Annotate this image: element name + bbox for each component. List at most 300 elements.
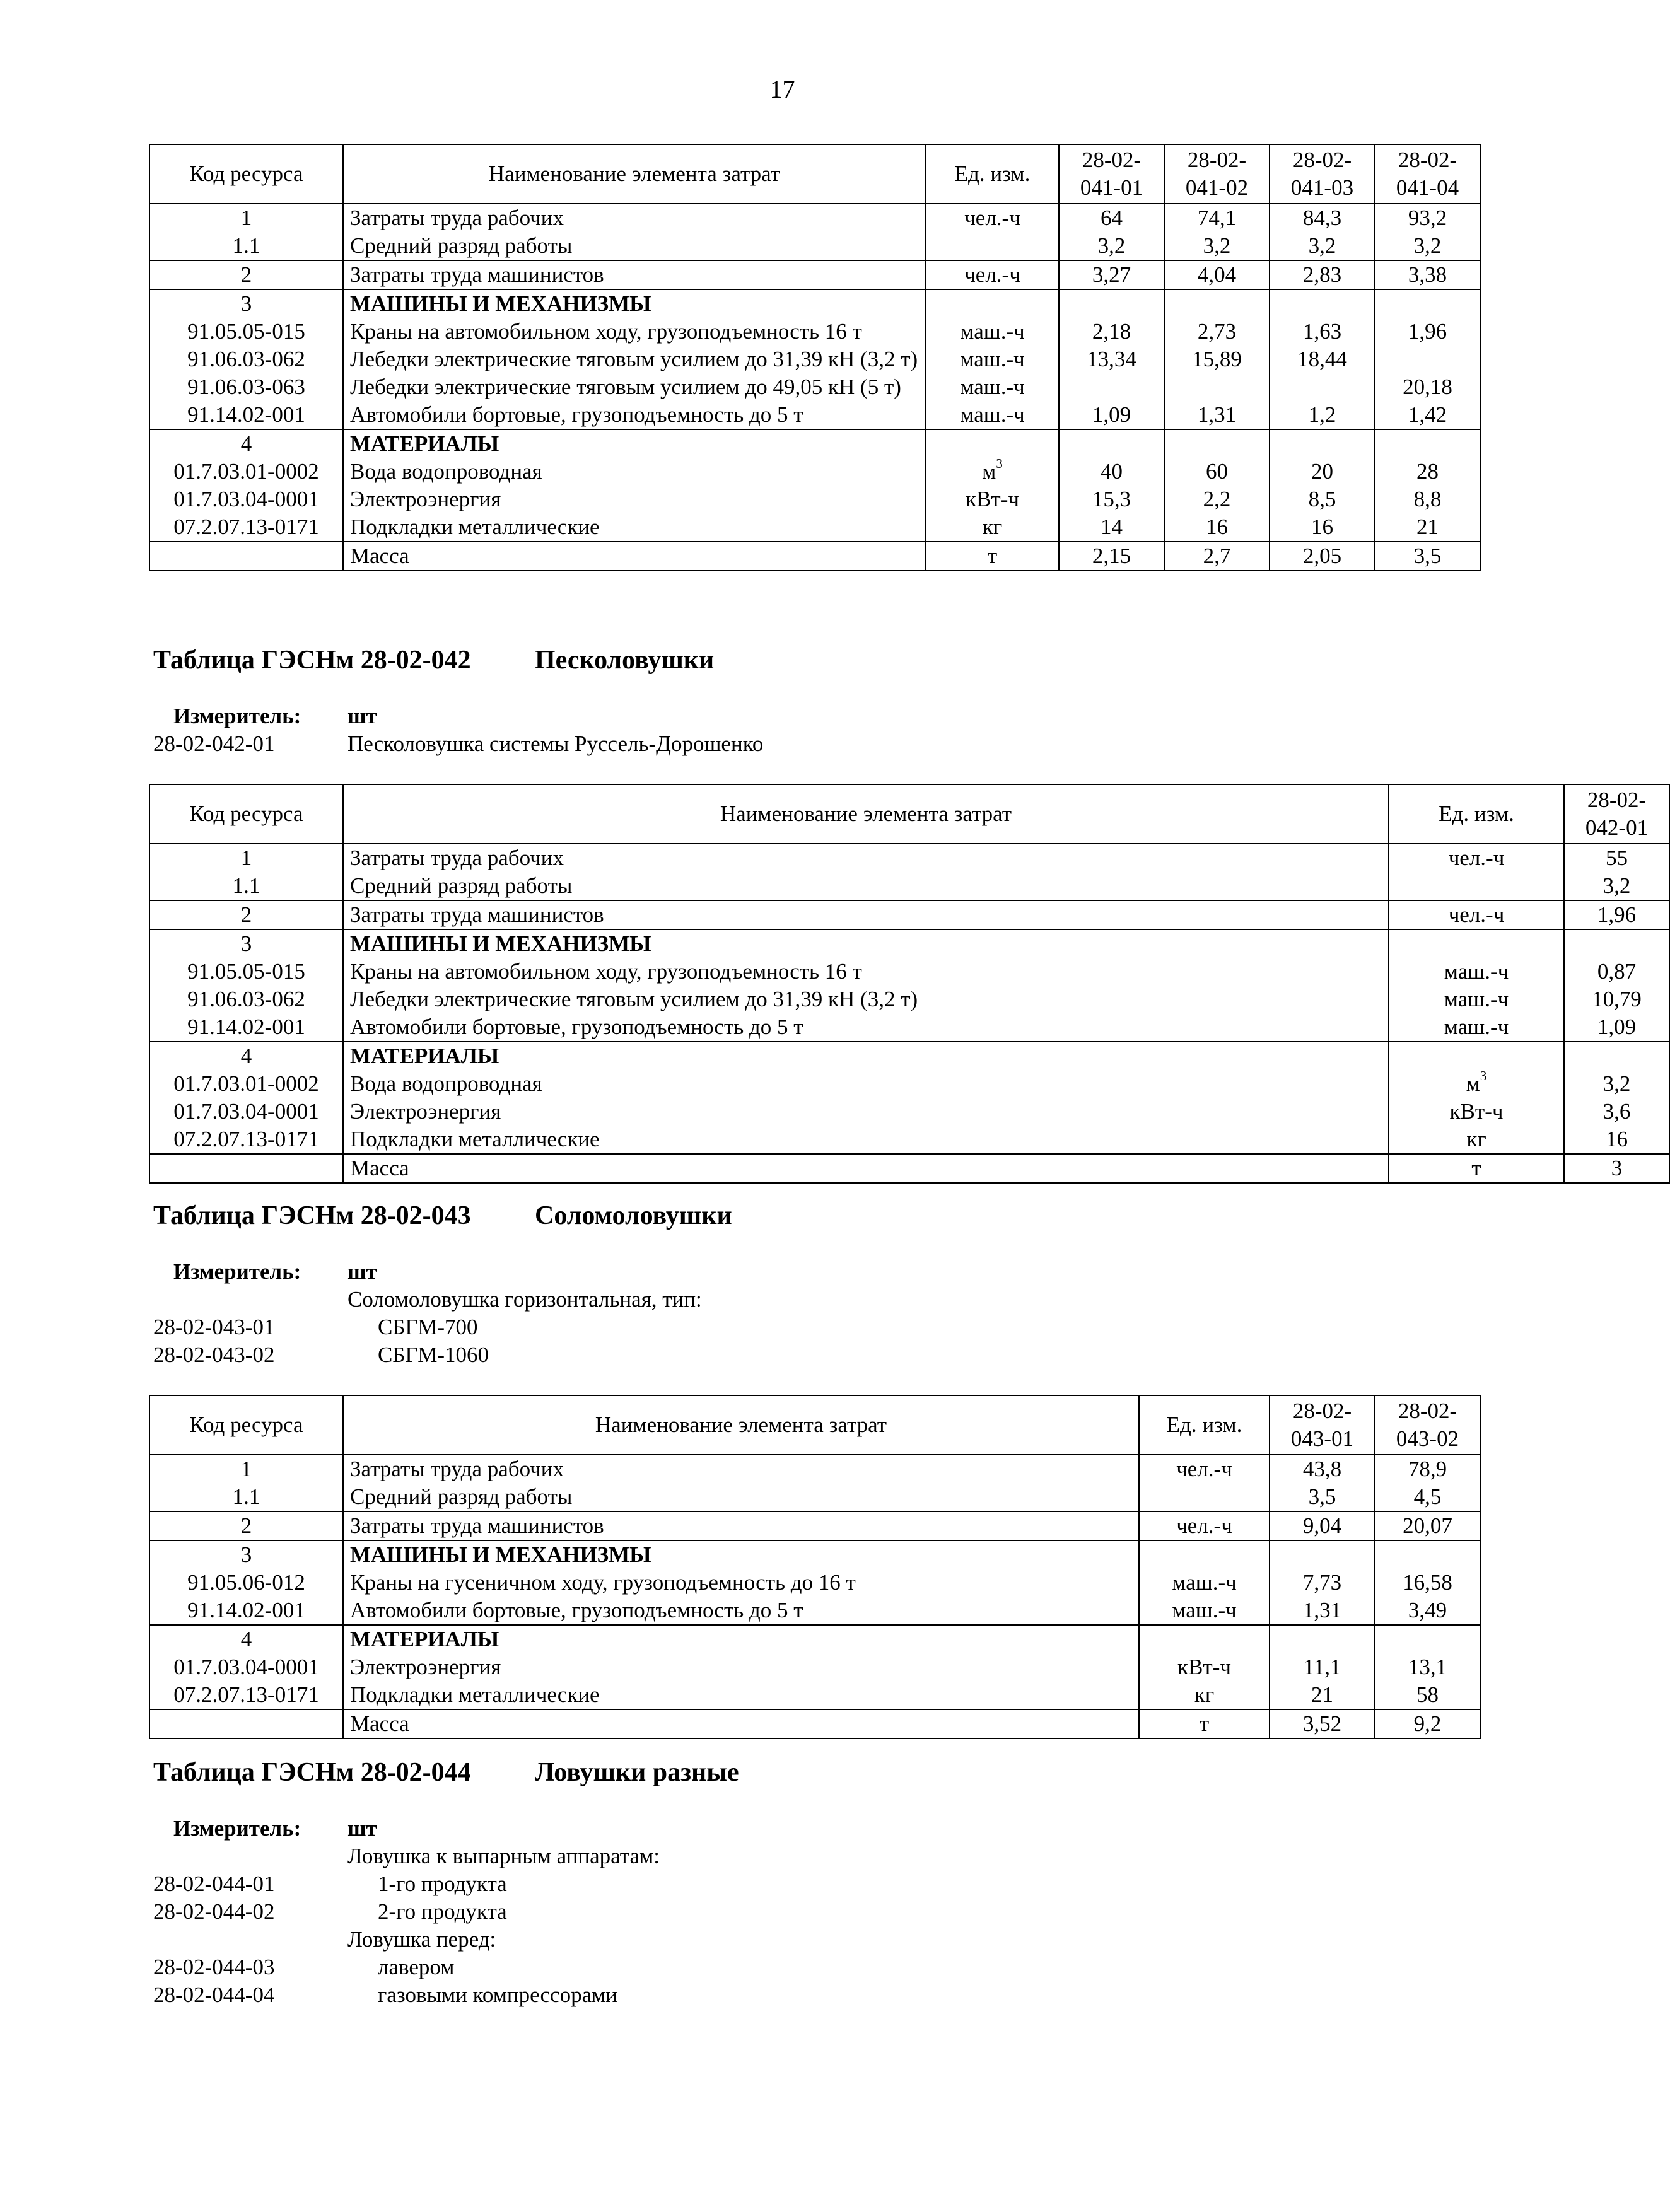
value-cell: 7,73 [1270, 1569, 1375, 1597]
value-cell: 14 [1059, 513, 1164, 542]
table-row [149, 1098, 1669, 1126]
resource-table-041 [149, 144, 1481, 571]
value-cell: 18,44 [1270, 346, 1375, 373]
header-col-043-01: 28-02- 043-01 [1270, 1395, 1375, 1455]
value-cell [1375, 1625, 1480, 1653]
unit-cell [1389, 1013, 1564, 1042]
item-code: 28-02-044-02 [153, 1899, 275, 1924]
table-row [149, 486, 1480, 513]
unit: маш.-ч [960, 347, 1025, 371]
header-code: Код ресурса [149, 784, 343, 844]
unit: кВт-ч [1177, 1655, 1231, 1679]
unit: маш.-ч [1444, 987, 1509, 1011]
unit-cell [1139, 1709, 1270, 1738]
resource-name: Автомобили бортовые, грузоподъемность до 5 т [343, 1597, 1139, 1625]
resource-name: Лебедки электрические тяговым усилием до 31,39 кН (3,2 т) [343, 346, 926, 373]
unit-cell [1139, 1540, 1270, 1569]
item-code: 28-02-043-02 [153, 1342, 275, 1367]
unit-cell [926, 486, 1059, 513]
value-cell [1059, 289, 1164, 318]
value-cell: 2,73 [1164, 318, 1270, 346]
header-unit: Ед. изм. [926, 144, 1059, 204]
table-row [149, 260, 1480, 289]
value-cell: 40 [1059, 458, 1164, 486]
unit-cell [1139, 1625, 1270, 1653]
value-cell [1375, 289, 1480, 318]
value-cell: 8,8 [1375, 486, 1480, 513]
unit-cell [1389, 986, 1564, 1013]
resource-code: 91.14.02-001 [149, 401, 343, 429]
value-cell: 2,2 [1164, 486, 1270, 513]
table-row [149, 542, 1480, 571]
resource-code [149, 1154, 343, 1183]
table-row [149, 958, 1669, 986]
value-cell: 3,2 [1564, 1070, 1669, 1098]
item-text: СБГМ-1060 [378, 1342, 489, 1367]
table-code-label: Таблица ГЭСНм 28-02-042 [153, 646, 471, 675]
resource-code: 91.05.05-015 [149, 958, 343, 986]
table-row [149, 929, 1669, 958]
value-cell [1270, 429, 1375, 458]
value-cell: 3,2 [1564, 872, 1669, 900]
table-code-label: Таблица ГЭСНм 28-02-043 [153, 1201, 471, 1230]
table-row [149, 1013, 1669, 1042]
resource-name: Лебедки электрические тяговым усилием до 49,05 кН (5 т) [343, 373, 926, 401]
resource-name: Вода водопроводная [343, 1070, 1389, 1098]
measure-label: Измеритель: [173, 704, 301, 728]
resource-name: Краны на гусеничном ходу, грузоподъемность до 16 т [343, 1569, 1139, 1597]
table-row [149, 1042, 1669, 1070]
unit: чел.-ч [1448, 902, 1505, 927]
resource-name: Средний разряд работы [343, 1483, 1139, 1511]
unit-cell [1139, 1681, 1270, 1709]
item-code: 28-02-042-01 [153, 731, 275, 756]
unit: кг [1466, 1127, 1486, 1151]
item-group: Ловушка к выпарным аппаратам: [347, 1844, 660, 1868]
value-cell: 1,09 [1564, 1013, 1669, 1042]
value-cell: 8,5 [1270, 486, 1375, 513]
unit-cell [926, 204, 1059, 232]
unit-cell [926, 401, 1059, 429]
resource-code: 91.05.06-012 [149, 1569, 343, 1597]
resource-name: Средний разряд работы [343, 232, 926, 260]
resource-name: Подкладки металлические [343, 1681, 1139, 1709]
resource-code: 91.05.05-015 [149, 318, 343, 346]
unit-cell [926, 289, 1059, 318]
header-col-041-03: 28-02- 041-03 [1270, 144, 1375, 204]
resource-name: Краны на автомобильном ходу, грузоподъемность 16 т [343, 958, 1389, 986]
resource-code: 4 [149, 429, 343, 458]
table-row [149, 1455, 1480, 1483]
resource-name: Масса [343, 1154, 1389, 1183]
unit: кг [1194, 1682, 1215, 1707]
item-text: лавером [378, 1955, 455, 1979]
value-cell: 13,34 [1059, 346, 1164, 373]
value-cell: 3 [1564, 1154, 1669, 1183]
table-row [149, 401, 1480, 429]
item-code: 28-02-044-01 [153, 1871, 275, 1896]
value-cell [1270, 289, 1375, 318]
item-group: Ловушка перед: [347, 1927, 496, 1952]
table-row [149, 1126, 1669, 1154]
unit: чел.-ч [1448, 846, 1505, 870]
value-cell [1059, 429, 1164, 458]
value-cell: 3,2 [1375, 232, 1480, 260]
resource-code: 2 [149, 900, 343, 929]
value-cell: 1,63 [1270, 318, 1375, 346]
resource-name: МАТЕРИАЛЫ [343, 1625, 1139, 1653]
resource-name: Масса [343, 542, 926, 571]
value-cell: 3,38 [1375, 260, 1480, 289]
resource-code: 4 [149, 1625, 343, 1653]
item-text: СБГМ-700 [378, 1315, 478, 1339]
table-row [149, 1681, 1480, 1709]
value-cell [1164, 373, 1270, 401]
unit-cell [926, 373, 1059, 401]
resource-code: 4 [149, 1042, 343, 1070]
value-cell: 2,7 [1164, 542, 1270, 571]
measure-label: Измеритель: [173, 1259, 301, 1284]
value-cell: 10,79 [1564, 986, 1669, 1013]
resource-name: Автомобили бортовые, грузоподъемность до 5 т [343, 1013, 1389, 1042]
table-title: Соломоловушки [535, 1201, 732, 1230]
unit-cell [1389, 1070, 1564, 1098]
resource-code: 91.14.02-001 [149, 1597, 343, 1625]
resource-name: Электроэнергия [343, 1098, 1389, 1126]
value-cell: 11,1 [1270, 1653, 1375, 1681]
value-cell: 3,2 [1270, 232, 1375, 260]
unit-cell [1389, 872, 1564, 900]
value-cell: 1,96 [1564, 900, 1669, 929]
resource-name: Затраты труда машинистов [343, 900, 1389, 929]
resource-name: Вода водопроводная [343, 458, 926, 486]
table-title: Ловушки разные [535, 1758, 739, 1787]
resource-code: 2 [149, 1511, 343, 1540]
header-col-041-02: 28-02- 041-02 [1164, 144, 1270, 204]
section-title-044 [153, 1757, 739, 1788]
resource-code: 3 [149, 1540, 343, 1569]
resource-code: 01.7.03.04-0001 [149, 1653, 343, 1681]
value-cell: 93,2 [1375, 204, 1480, 232]
resource-code: 01.7.03.01-0002 [149, 1070, 343, 1098]
value-cell: 16 [1564, 1126, 1669, 1154]
header-unit: Ед. изм. [1389, 784, 1564, 844]
measure-block-043 [153, 1258, 702, 1369]
unit: т [1471, 1156, 1481, 1180]
resource-code: 1.1 [149, 1483, 343, 1511]
unit: чел.-ч [964, 206, 1020, 230]
unit-cell [1139, 1597, 1270, 1625]
resource-code: 1 [149, 844, 343, 872]
value-cell [1164, 429, 1270, 458]
resource-code: 1.1 [149, 872, 343, 900]
resource-name: Лебедки электрические тяговым усилием до 31,39 кН (3,2 т) [343, 986, 1389, 1013]
header-col-041-04: 28-02- 041-04 [1375, 144, 1480, 204]
value-cell: 78,9 [1375, 1455, 1480, 1483]
header-code: Код ресурса [149, 144, 343, 204]
value-cell: 2,15 [1059, 542, 1164, 571]
value-cell [1270, 1540, 1375, 1569]
header-col-042-01: 28-02- 042-01 [1564, 784, 1669, 844]
table-row [149, 1569, 1480, 1597]
item-group: Соломоловушка горизонтальная, тип: [347, 1287, 702, 1312]
resource-name: Затраты труда рабочих [343, 844, 1389, 872]
page-number: 17 [769, 75, 795, 103]
table-row [149, 1653, 1480, 1681]
table-row [149, 844, 1669, 872]
item-text: 2-го продукта [378, 1899, 507, 1924]
value-cell [1270, 1625, 1375, 1653]
value-cell [1375, 429, 1480, 458]
unit-superscript: 3 [996, 456, 1003, 472]
unit-cell [1139, 1483, 1270, 1511]
measure-unit: шт [347, 1259, 377, 1284]
value-cell: 4,5 [1375, 1483, 1480, 1511]
value-cell: 2,18 [1059, 318, 1164, 346]
resource-name: МАШИНЫ И МЕХАНИЗМЫ [343, 1540, 1139, 1569]
resource-name: Затраты труда рабочих [343, 1455, 1139, 1483]
value-cell [1564, 929, 1669, 958]
unit: кВт-ч [1449, 1099, 1504, 1124]
resource-code: 01.7.03.04-0001 [149, 486, 343, 513]
unit: маш.-ч [1444, 959, 1509, 984]
value-cell: 3,52 [1270, 1709, 1375, 1738]
value-cell: 3,2 [1059, 232, 1164, 260]
value-cell: 43,8 [1270, 1455, 1375, 1483]
resource-name: Средний разряд работы [343, 872, 1389, 900]
table-row [149, 289, 1480, 318]
unit: маш.-ч [1172, 1570, 1237, 1595]
item-code: 28-02-044-04 [153, 1982, 275, 2007]
resource-table-042 [149, 784, 1670, 1184]
value-cell: 20,18 [1375, 373, 1480, 401]
value-cell: 2,83 [1270, 260, 1375, 289]
table-row [149, 458, 1480, 486]
unit: чел.-ч [964, 262, 1020, 287]
table-row [149, 204, 1480, 232]
value-cell: 1,31 [1270, 1597, 1375, 1625]
unit-cell [926, 260, 1059, 289]
value-cell [1059, 373, 1164, 401]
table-row [149, 429, 1480, 458]
header-name: Наименование элемента затрат [343, 144, 926, 204]
resource-name: Краны на автомобильном ходу, грузоподъемность 16 т [343, 318, 926, 346]
value-cell: 9,2 [1375, 1709, 1480, 1738]
resource-code: 3 [149, 929, 343, 958]
unit-cell [1389, 1154, 1564, 1183]
measure-label: Измеритель: [173, 1816, 301, 1841]
unit: м [982, 459, 996, 484]
unit-cell [926, 429, 1059, 458]
header-name: Наименование элемента затрат [343, 1395, 1139, 1455]
resource-code: 07.2.07.13-0171 [149, 513, 343, 542]
resource-code: 01.7.03.01-0002 [149, 458, 343, 486]
unit: м [1466, 1071, 1480, 1096]
resource-name: Затраты труда рабочих [343, 204, 926, 232]
resource-name: Электроэнергия [343, 1653, 1139, 1681]
value-cell: 58 [1375, 1681, 1480, 1709]
table-row [149, 1625, 1480, 1653]
value-cell: 55 [1564, 844, 1669, 872]
value-cell: 1,09 [1059, 401, 1164, 429]
value-cell: 4,04 [1164, 260, 1270, 289]
resource-name: Масса [343, 1709, 1139, 1738]
unit: маш.-ч [1172, 1598, 1237, 1622]
header-col-043-02: 28-02- 043-02 [1375, 1395, 1480, 1455]
unit: т [1199, 1711, 1210, 1736]
table-row [149, 900, 1669, 929]
value-cell: 1,42 [1375, 401, 1480, 429]
value-cell: 84,3 [1270, 204, 1375, 232]
resource-code: 91.06.03-062 [149, 346, 343, 373]
unit-cell [926, 346, 1059, 373]
resource-code: 2 [149, 260, 343, 289]
resource-code: 91.06.03-062 [149, 986, 343, 1013]
item-text: 1-го продукта [378, 1871, 507, 1896]
unit-cell [926, 513, 1059, 542]
resource-name: Затраты труда машинистов [343, 260, 926, 289]
value-cell: 3,6 [1564, 1098, 1669, 1126]
value-cell: 3,5 [1375, 542, 1480, 571]
unit-cell [1389, 900, 1564, 929]
value-cell: 16 [1164, 513, 1270, 542]
item-code: 28-02-043-01 [153, 1315, 275, 1339]
resource-table-043 [149, 1395, 1481, 1739]
unit-cell [1389, 958, 1564, 986]
value-cell: 1,96 [1375, 318, 1480, 346]
resource-code: 07.2.07.13-0171 [149, 1681, 343, 1709]
unit: маш.-ч [1444, 1015, 1509, 1039]
value-cell [1270, 373, 1375, 401]
unit-cell [1139, 1569, 1270, 1597]
table-title: Песколовушки [535, 646, 715, 675]
item-code: 28-02-044-03 [153, 1955, 275, 1979]
unit-cell [926, 232, 1059, 260]
table-row [149, 318, 1480, 346]
resource-name: Электроэнергия [343, 486, 926, 513]
table-row [149, 346, 1480, 373]
value-cell: 3,5 [1270, 1483, 1375, 1511]
unit-cell [926, 542, 1059, 571]
table-row [149, 1483, 1480, 1511]
table-row [149, 1070, 1669, 1098]
resource-name: Подкладки металлические [343, 1126, 1389, 1154]
unit-cell [1389, 1042, 1564, 1070]
resource-code: 1.1 [149, 232, 343, 260]
value-cell: 0,87 [1564, 958, 1669, 986]
item-text: газовыми компрессорами [378, 1982, 618, 2007]
value-cell: 3,2 [1164, 232, 1270, 260]
resource-code [149, 1709, 343, 1738]
value-cell [1375, 346, 1480, 373]
value-cell: 1,2 [1270, 401, 1375, 429]
resource-name: МАТЕРИАЛЫ [343, 1042, 1389, 1070]
value-cell: 28 [1375, 458, 1480, 486]
value-cell: 16,58 [1375, 1569, 1480, 1597]
table-row [149, 1597, 1480, 1625]
resource-code: 91.14.02-001 [149, 1013, 343, 1042]
resource-name: Затраты труда машинистов [343, 1511, 1139, 1540]
value-cell [1375, 1540, 1480, 1569]
resource-code: 1 [149, 204, 343, 232]
value-cell: 74,1 [1164, 204, 1270, 232]
unit-cell [926, 458, 1059, 486]
unit-cell [1389, 1126, 1564, 1154]
resource-name: МАШИНЫ И МЕХАНИЗМЫ [343, 289, 926, 318]
value-cell: 20,07 [1375, 1511, 1480, 1540]
measure-unit: шт [347, 704, 377, 728]
unit: маш.-ч [960, 402, 1025, 427]
resource-code: 1 [149, 1455, 343, 1483]
value-cell: 1,31 [1164, 401, 1270, 429]
table-row [149, 1540, 1480, 1569]
unit-cell [1389, 929, 1564, 958]
resource-name: МАТЕРИАЛЫ [343, 429, 926, 458]
value-cell: 21 [1270, 1681, 1375, 1709]
table-row [149, 872, 1669, 900]
unit: чел.-ч [1176, 1513, 1232, 1538]
value-cell: 64 [1059, 204, 1164, 232]
table-row [149, 1154, 1669, 1183]
value-cell: 2,05 [1270, 542, 1375, 571]
measure-block-044 [153, 1815, 660, 2009]
value-cell: 15,89 [1164, 346, 1270, 373]
unit-cell [1139, 1455, 1270, 1483]
section-title-042 [153, 645, 714, 675]
unit: маш.-ч [960, 319, 1025, 344]
value-cell: 13,1 [1375, 1653, 1480, 1681]
unit: кВт-ч [966, 487, 1019, 511]
resource-name: Подкладки металлические [343, 513, 926, 542]
unit: кг [982, 515, 1003, 539]
value-cell: 16 [1270, 513, 1375, 542]
resource-code: 91.06.03-063 [149, 373, 343, 401]
value-cell: 3,27 [1059, 260, 1164, 289]
unit-cell [1139, 1511, 1270, 1540]
table-row [149, 373, 1480, 401]
unit-cell [926, 318, 1059, 346]
value-cell: 20 [1270, 458, 1375, 486]
value-cell [1164, 289, 1270, 318]
resource-code: 3 [149, 289, 343, 318]
unit-cell [1389, 844, 1564, 872]
unit-cell [1389, 1098, 1564, 1126]
unit-superscript: 3 [1480, 1068, 1487, 1084]
header-name: Наименование элемента затрат [343, 784, 1389, 844]
unit: маш.-ч [960, 375, 1025, 399]
resource-code: 07.2.07.13-0171 [149, 1126, 343, 1154]
resource-code: 01.7.03.04-0001 [149, 1098, 343, 1126]
table-row [149, 1511, 1480, 1540]
value-cell: 21 [1375, 513, 1480, 542]
section-title-043 [153, 1201, 732, 1231]
value-cell: 15,3 [1059, 486, 1164, 513]
unit: чел.-ч [1176, 1457, 1232, 1481]
measure-unit: шт [347, 1816, 377, 1841]
table-row [149, 513, 1480, 542]
resource-name: Автомобили бортовые, грузоподъемность до 5 т [343, 401, 926, 429]
resource-name: МАШИНЫ И МЕХАНИЗМЫ [343, 929, 1389, 958]
header-code: Код ресурса [149, 1395, 343, 1455]
item-text: Песколовушка системы Руссель-Дорошенко [347, 731, 764, 756]
table-code-label: Таблица ГЭСНм 28-02-044 [153, 1758, 471, 1787]
value-cell [1564, 1042, 1669, 1070]
table-row [149, 232, 1480, 260]
unit: т [987, 544, 998, 568]
resource-code [149, 542, 343, 571]
header-unit: Ед. изм. [1139, 1395, 1270, 1455]
header-col-041-01: 28-02- 041-01 [1059, 144, 1164, 204]
